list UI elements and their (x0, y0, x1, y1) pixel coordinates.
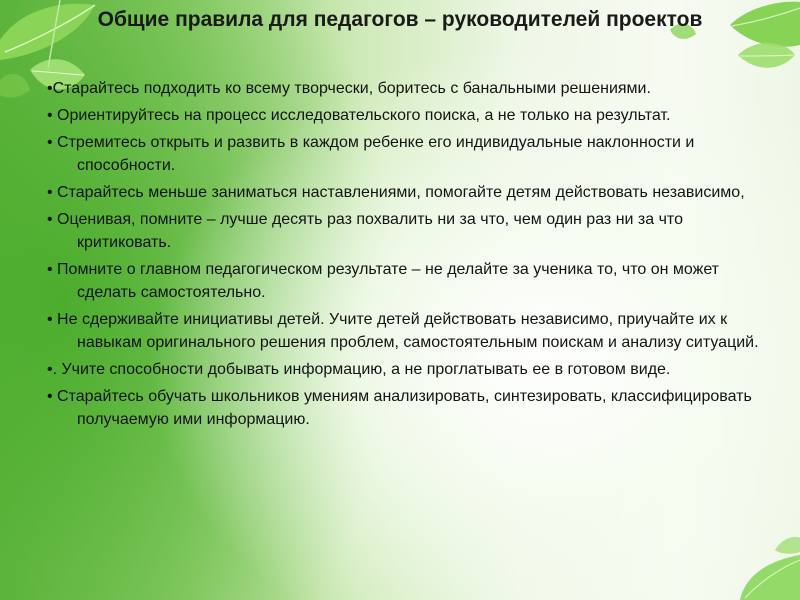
leaves-bottom-right-decoration (720, 520, 800, 600)
rule-item: • Не сдерживайте инициативы детей. Учите детей действовать независимо, приучайте их к навыкам оригинального решения проблем, самостоятельным поискам и анализу ситуаций. (47, 311, 759, 351)
rule-item: • Оценивая, помните – лучше десять раз похвалить ни за что, чем один раз ни за что критиковать. (47, 211, 683, 251)
rules-list (47, 77, 759, 435)
rule-item: • Старайтесь обучать школьников умениям анализировать, синтезировать, классифицировать получаемую ими информацию. (47, 388, 752, 428)
rule-item: • Стремитесь открыть и развить в каждом ребенке его индивидуальные наклонности и способности. (47, 134, 695, 174)
rule-item: • Помните о главном педагогическом результате – не делайте за ученика то, что он может сделать самостоятельно. (47, 261, 720, 301)
rule-item: •Старайтесь подходить ко всему творчески, боритесь с банальными решениями. (47, 80, 651, 97)
rule-item: •. Учите способности добывать информацию, а не проглатывать ее в готовом виде. (47, 361, 671, 378)
rule-item: • Ориентируйтесь на процесс исследовательского поиска, а не только на результат. (47, 107, 671, 124)
rule-item: • Старайтесь меньше заниматься наставлениями, помогайте детям действовать независимо, (47, 184, 745, 201)
slide-title: Общие правила для педагогов – руководителей проектов (97, 8, 703, 31)
